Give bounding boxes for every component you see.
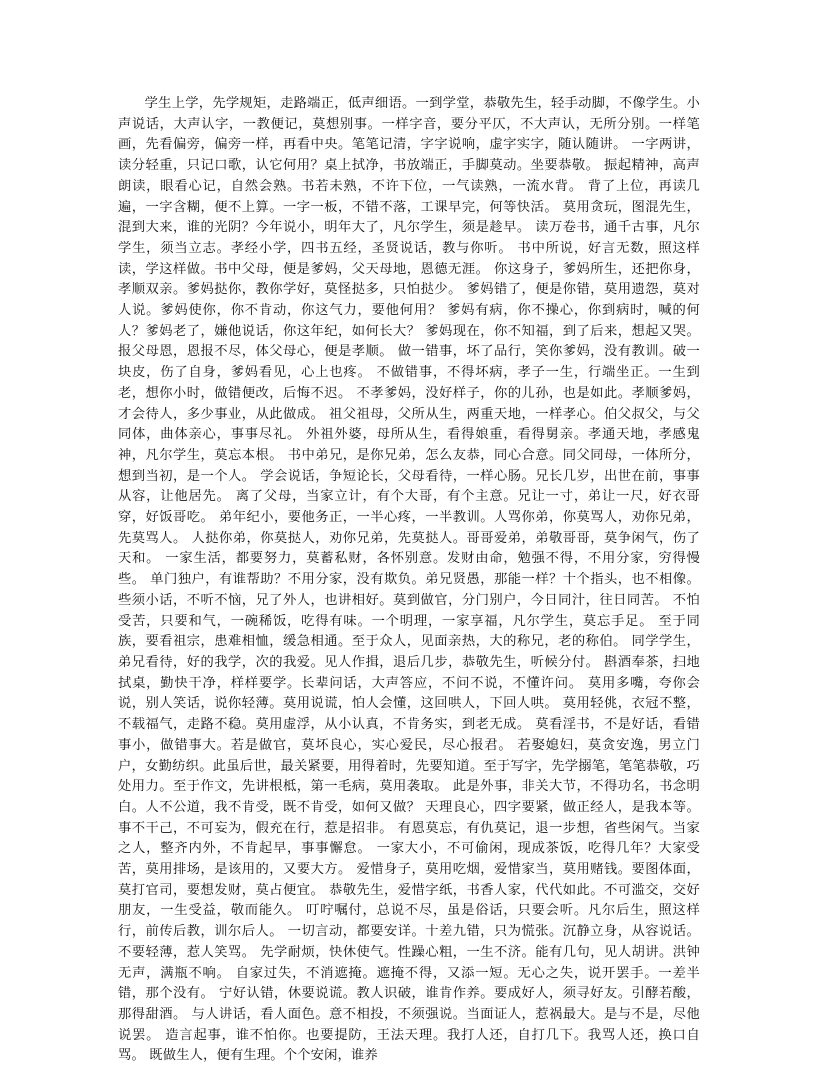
body-paragraph: 学生上学，先学规矩，走路端正，低声细语。一到学堂，恭敬先生，轻手动脚，不像学生。小声说话，大声认字，一教便记，莫想别事。一样字音，要分平仄，不大声认，无所分别。一样笔画，先看偏旁，偏旁一样，再看中央。笔笔记清，字字说响，虚字实字，随认随讲。 一字两讲，读分轻重，只记口歌，认它何用？桌上拭净，书放端正，手脚莫动。坐要恭敬。 振起精神，高声朗读，眼看心记，自然会熟。书若未熟，不许下位，一气读熟，一流水背。 背了上位，再读几遍，一字含糊，便不上算。一字一板，不错不落，工课早完，何等快活。 莫用贪玩，图混先生，混到大来，谁的光阴？今年说小，明年大了，凡尔学生，须是趁早。 读万卷书，通千古事，凡尔学生，须当立志。孝经小学，四书五经，圣贤说话，教与你听。 书中所说，好言无数，照这样读，学这样做。书中父母，便是爹妈，父天母地，恩德无涯。 你这身子，爹妈所生，还把你身，孝顺双亲。爹妈挞你，教你学好，莫怪挞多，只怕挞少。 爹妈错了，便是你错，莫用遗怨，莫对人说。爹妈使你，你不肯动，你这气力，要他何用？ 爹妈有病，你不操心，你到病时，喊的何人？爹妈老了，嫌他说话，你这年纪，如何长大？ 爹妈现在，你不知福，到了后来，想起又哭。报父母恩，恩报不尽，体父母心，便是孝顺。 做一错事，坏了品行，笑你爹妈，没有教训。破一块皮，伤了自身，爹妈看见，心上也疼。 不做错事，不得坏病，孝子一生，行端坐正。一生到老，想你小时，做错便改，后悔不迟。 不孝爹妈，没好样子，你的儿孙，也是如此。孝顺爹妈，才会待人，多少事业，从此做成。 祖父祖母，父所从生，两重天地，一样孝心。伯父叔父，与父同体，曲体亲心，事事尽礼。 外祖外婆，母所从生，看得娘重，看得舅亲。孝通天地，孝感鬼神，凡尔学生，莫忘本根。 书中弟兄，是你兄弟，怎么友恭，同心合意。同父同母，一体所分，想到当初，是一个人。 学会说话，争短论长，父母看待，一样心肠。兄长几岁，出世在前，事事从容，让他居先。 离了父母，当家立计，有个大哥，有个主意。兄让一寸，弟让一尺，好衣哥穿，好饭哥吃。 弟年纪小，要他务正，一半心疼，一半教训。人骂你弟，你莫骂人，劝你兄弟，先莫骂人。 人挞你弟，你莫挞人，劝你兄弟，先莫挞人。哥哥爱弟，弟敬哥哥，莫争闲气，伤了天和。 一家生活，都要努力，莫蓄私财，各怀别意。发财由命，勉强不得，不用分家，穷得慢些。 单门独户，有谁帮助？不用分家，没有欺负。弟兄贤愚，那能一样？十个指头，也不相像。 些须小话，不听不恼，兄了外人，也讲相好。莫到做官，分门别户，今日同汁，往日同苦。 不怕受苦，只要和气，一碗稀饭，吃得有味。一个明理，一家享福，凡尔学生，莫忘手足。 至于同族，要看祖宗，患难相恤，缓急相通。至于众人，见面亲热，大的称兄，老的称伯。 同学学生，弟兄看待，好的我学，次的我爱。见人作揖，退后几步，恭敬先生，听候分付。 斟酒奉茶，扫地拭桌，勤快干净，样样要学。长辈问话，大声答应，不问不说，不懂许问。 莫用多嘴，夸你会说，别人笑话，说你轻薄。莫用说谎，怕人会懂，这回哄人，下回人哄。 莫用轻佻，衣冠不整，不载福气，走路不稳。莫用虚浮，从小认真，不肯务实，到老无成。 莫看淫书，不是好话，看错事小，做错事大。若是做官，莫坏良心，实心爱民，尽心报君。 若娶媳妇，莫贪安逸，男立门户，女勤纺织。此虽后世，最关紧要，用得着时，先要知道。至于写字，先学搦笔，笔笔恭敬，巧处用力。至于作文，先讲根柢，第一毛病，莫用袭取。 此是外事，非关大节，不得功名，书念明白。人不公道，我不肯受，既不肯受，如何又做？ 天理良心，四字要紧，做正经人，是我本等。事不干己，不可妄为，假充在行，惹是招非。 有恩莫忘，有仇莫记，退一步想，省些闲气。当家之人，整齐内外，不肯起早，事事懈怠。 一家大小，不可偷闲，现成茶饭，吃得几年？大家受苦，莫用排场，是该用的，又要大方。 爱惜身子，莫用吃烟，爱惜家当，莫用赌钱。要图体面，莫打官司，要想发财，莫占便宜。 恭敬先生，爱惜字纸，书香人家，代代如此。不可滥交，交好朋友，一生受益，敬而能久。 叮咛嘱付，总说不尽，虽是俗话，只要会听。凡尔后生，照这样行，前传后教，训尔后人。 一切言动，都要安详。十差九错，只为慌张。沉静立身，从容说话。不要轻薄，惹人笑骂。 先学耐烦，快休使气。性躁心粗，一生不济。能有几句，见人胡讲。洪钟无声，满瓶不响。 自家过失，不消遮掩。遮掩不得，又添一短。无心之失，说开罢手。一差半错，那个没有。 宁好认错，休要说谎。教人识破，谁肯作养。要成好人，须寻好友。引酵若酸，那得甜酒。 与人讲话，看人面色。意不相投，不须强说。当面证人，惹祸最大。是与不是，尽他说罢。 造言起事，谁不怕你。也要提防，王法天理。我打人还，自打几下。我骂人还，换口自骂。 既做生人，便有生理。个个安闲，谁养: [118, 96, 700, 1064]
